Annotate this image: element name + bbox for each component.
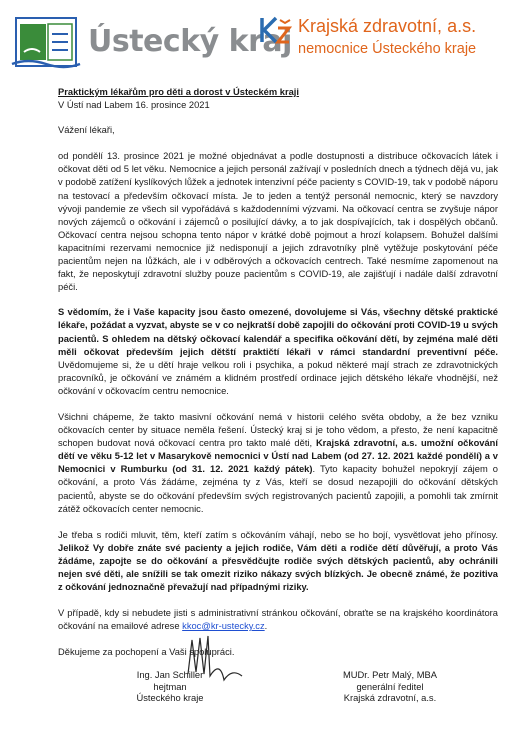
paragraph-2-rest: Uvědomujeme si, že u dětí hraje velkou roli i psychika, a pokud některé mají strach ze zdravotnických pracovníků, je očkování ve známém a klidném prostředí ordinace jejich dětského lékaře vhodnější, než očkování v očkovacím centru nemocnice. [58,359,498,396]
paragraph-5-start: V případě, kdy si nebudete jisti s administrativní stránkou očkování, obraťte se na krajského koordinátora očkování na emailové adrese [58,608,498,632]
krajska-zdravotni-logo [258,14,292,48]
closing-thanks: Děkujeme za pochopení a Vaši spolupráci. [58,647,235,658]
signatory-right-name: MUDr. Petr Malý, MBA [343,670,437,680]
paragraph-3 [58,411,498,516]
signatory-left-role: hejtman [153,681,187,692]
paragraph-1: od pondělí 13. prosince 2021 je možné objednávat a podle dostupnosti a distribuce očkovacích látek i očkovat děti od 5 let věku. Nemocnice a jejich personál zažívají v posledních dnech a týdnech dějá vu, jak v podobě zatížení kyslíkových lůžek a jednotek intenzivní péče pacienty s COVID-19, tak v podobě náporu na testovací a především očkovací místa. Je to jeden a tentýž personál nemocnic, který se navzdory vývoji pandemie ze všech sil vypořádává s každodenními výzvami. Na očkovací centra se zvyšuje nápor nových zájemců o očkování i zájemců o posilující dávky, a to jak dospívajících, tak i dospělých občanů. Očkovací centra nejsou schopna tento nápor v krátké době pojmout a hrozí kolapsem. Bohužel dalšími kapacitními rezervami nemocnice již nedisponují a jejich zdravotníky plně vytěžuje poskytování péče pacientům nejen na lůžkách, ale i v odběrových a očkovacích centrech. Také nesmíme zapomenout na fakt, že neposkytují zdravotní služby pouze pacientům s COVID-19, ale zajišťují i nadále další zdravotní péči. [58,151,498,293]
hospital-name: Krajská zdravotní, a.s. [298,16,477,36]
paragraph-4 [58,529,498,594]
signatory-left-org: Ústeckého kraje [136,693,204,703]
signature-left [95,670,245,705]
paragraph-3-end: . Tyto kapacity bohužel nepokryjí zájem o očkování, a proto Vás žádáme, zejména ty z Vás, kteří se dosud nezapojili do očkování dětských pacientů, abyste se do očkování především svých registrovaných pacientů zapojili, a pomohli tak zmírnit zátěž očkovacích center nemocnic. [58,464,499,514]
paragraph-3-start: Všichni chápeme, že takto masivní očkování nemá v historii celého světa obdoby, a že bez vzniku očkovacích center by situace neměla řešení. Ústecký kraj si je toho vědom, a přesto, že není kapacitně schopen budovat nová očkovací centra pro takto malé děti, [58,411,498,449]
paragraph-2-bold: S vědomím, že i Vaše kapacity jsou často omezené, dovolujeme si Vás, všechny dětské praktické lékaře, požádat a vyzvat, abyste se v co nejkratší době zapojili do očkování proti COVID-19 u svých pacientů. S ohledem na dětský očkovací kalendář a specifika očkování dětí, by zejména malé děti měli očkovat především jejich dětští praktičtí lékaři v rámci standardní preventivní péče. [58,307,498,357]
coordinator-email-link[interactable]: kkoc@kr-ustecky.cz [182,621,265,632]
letter-subject: Praktickým lékařům pro děti a dorost v Ústeckém kraji [58,87,299,97]
place-and-date: V Ústí nad Labem 16. prosince 2021 [58,100,210,111]
region-name: Ústecký kraj [88,24,292,59]
paragraph-4-bold: Jelikož Vy dobře znáte své pacienty a jejich rodiče, Vám děti a rodiče dětí důvěřují, a proto Vás žádáme, zapojte se do očkování a přesvědčujte rodiče svých dětských pacientů, aby ochránili nejen své děti, ale snížili se tak omezit riziko nákazy svých blízkých. Je obecně známé, že pozitiva z očkování jednoznačně převažují nad případnými riziky. [58,542,498,593]
paragraph-2 [58,306,498,398]
signatory-left-name: Ing. Jan Schiller [136,670,204,680]
paragraph-3-bold: Krajská zdravotní, a.s. umožní očkování dětí ve věku 5-12 let v Masarykově nemocnici v Ústí nad Labem (od 27. 12. 2021 každé pondělí) a v Nemocnici v Rumburku (od 31. 12. 2021 každý pátek) [58,438,498,475]
signature-right [305,670,475,705]
letter-body [58,86,498,659]
ustecky-kraj-coat-of-arms-logo [10,14,82,70]
paragraph-5-end: . [264,621,268,632]
paragraph-4-start: Je třeba s rodiči mluvit, těm, kteří zatím s očkováním váhají, nebo se ho bojí, vysvětlovat jeho přínosy. [58,529,498,540]
paragraph-5 [58,607,498,633]
signatory-right-role: generální ředitel [356,681,424,692]
letterhead [0,0,520,80]
hospital-subtitle: nemocnice Ústeckého kraje [298,41,477,57]
salutation: Vážení lékaři, [58,125,115,136]
signatory-right-org: Krajská zdravotní, a.s. [343,693,437,703]
